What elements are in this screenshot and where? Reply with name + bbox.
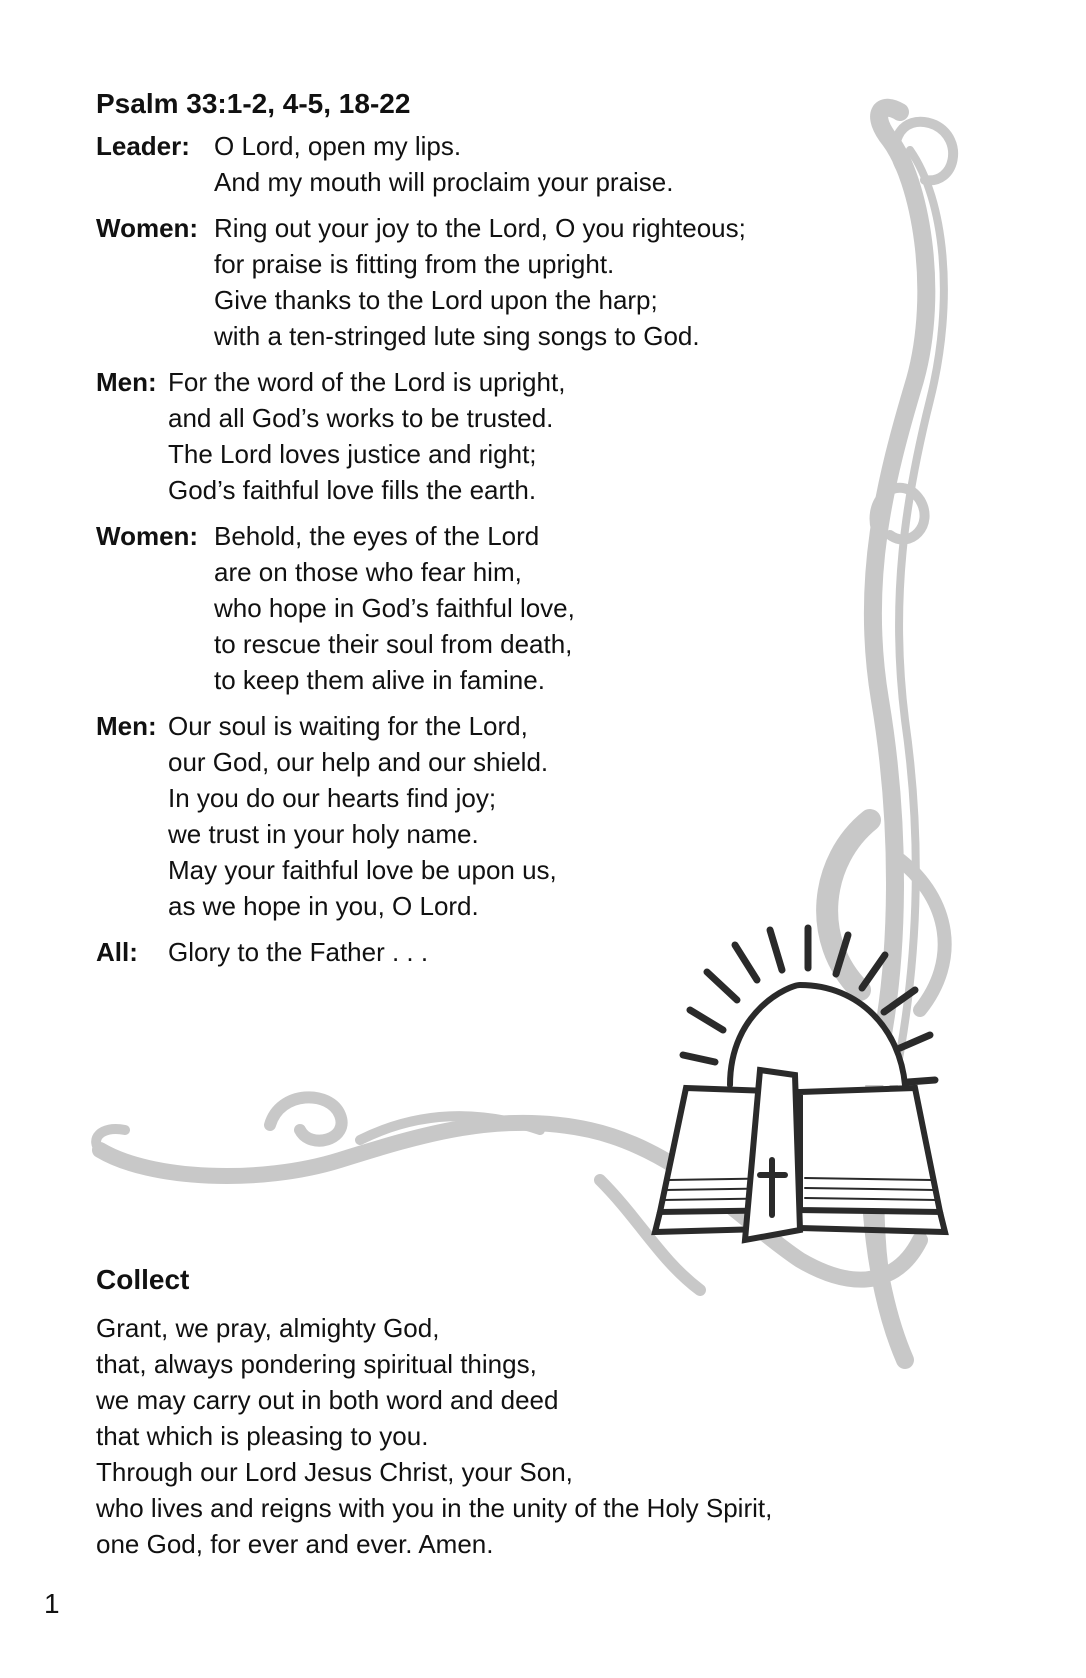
verse-line: The Lord loves justice and right; [168,439,537,469]
collect-section [96,1262,996,1562]
verse-line: For the word of the Lord is upright, [168,367,566,397]
speaker-label: Women: [96,521,199,551]
psalm-section [96,86,996,980]
prayer-line: Grant, we pray, almighty God, [96,1313,440,1343]
stanza-text [168,934,428,970]
collect-title: Collect [96,1264,190,1295]
verse-line: our God, our help and our shield. [168,747,549,777]
speaker-label: Men: [96,367,157,397]
stanza-text [168,364,565,508]
stanza-text [214,128,674,200]
verse-line: God’s faithful love fills the earth. [168,475,537,505]
speaker-label: All: [96,937,138,967]
verse-line: Our soul is waiting for the Lord, [168,711,528,741]
verse-line: O Lord, open my lips. [214,131,462,161]
stanza-text [214,210,746,354]
stanza-men-2 [96,708,996,924]
verse-line: And my mouth will proclaim your praise. [214,167,674,197]
page-number: 1 [44,1588,60,1619]
verse-line: are on those who fear him, [214,557,522,587]
psalm-title: Psalm 33:1-2, 4-5, 18-22 [96,88,411,119]
stanza-all [96,934,996,970]
verse-line: who hope in God’s faithful love, [214,593,575,623]
verse-line: May your faithful love be upon us, [168,855,557,885]
verse-line: we trust in your holy name. [168,819,479,849]
verse-line: as we hope in you, O Lord. [168,891,479,921]
stanza-text [168,708,557,924]
prayer-line: we may carry out in both word and deed [96,1385,559,1415]
prayer-line: that, always pondering spiritual things, [96,1349,537,1379]
prayer-line: one God, for ever and ever. Amen. [96,1529,494,1559]
verse-line: with a ten-stringed lute sing songs to God. [214,321,700,351]
stanza-men-1 [96,364,996,508]
verse-line: In you do our hearts find joy; [168,783,497,813]
collect-text [96,1310,996,1562]
verse-line: and all God’s works to be trusted. [168,403,554,433]
verse-line: to rescue their soul from death, [214,629,573,659]
stanza-women-2 [96,518,996,698]
verse-line: for praise is fitting from the upright. [214,249,615,279]
stanza-text [214,518,575,698]
verse-line: Glory to the Father . . . [168,937,429,967]
verse-line: Give thanks to the Lord upon the harp; [214,285,658,315]
speaker-label: Leader: [96,131,190,161]
verse-line: to keep them alive in famine. [214,665,545,695]
stanza-leader [96,128,996,200]
prayer-line: Through our Lord Jesus Christ, your Son, [96,1457,573,1487]
verse-line: Ring out your joy to the Lord, O you righteous; [214,213,746,243]
stanza-women-1 [96,210,996,354]
prayer-line: who lives and reigns with you in the unity of the Holy Spirit, [96,1493,773,1523]
speaker-label: Women: [96,213,199,243]
prayer-line: that which is pleasing to you. [96,1421,429,1451]
verse-line: Behold, the eyes of the Lord [214,521,540,551]
speaker-label: Men: [96,711,157,741]
